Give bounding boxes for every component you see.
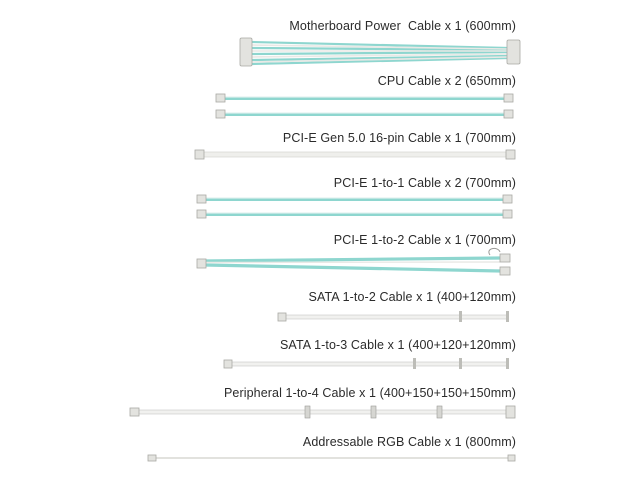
cable-pcie-1to2 [197,248,510,275]
connector-peripheral-molex-1 [305,406,310,418]
cable-peripheral-1to4 [130,406,515,418]
connector-pcie-1to1-2a [197,210,206,218]
connector-pcie-1to2-gpu-a [500,254,510,262]
cable-label-sata-1to2: SATA 1-to-2 Cable x 1 (400+120mm) [308,290,516,304]
connector-argb-b [508,455,515,461]
connector-sata-1to2-drive-2 [506,311,509,322]
cable-cpu [216,94,513,118]
cable-sata-1to3-sleeve [231,362,507,366]
connector-pcie-gen5-b [506,150,515,159]
cable-pcie-1to1-highlight-2 [205,212,504,214]
connector-pcie-1to2-gpu-b [500,267,510,275]
cable-pcie-gen5 [195,150,515,159]
cable-pcie-1to1-highlight-1 [205,197,504,199]
cable-argb [148,455,515,461]
cable-label-motherboard: Motherboard Power Cable x 1 (600mm) [289,19,516,33]
connector-pcie-1to1-2b [503,210,512,218]
connector-cpu-1b [504,94,513,102]
connector-sata-1to2-drive-1 [459,311,462,322]
connector-peripheral-molex-3 [437,406,442,418]
connector-sata-1to3-drive-3 [506,358,509,369]
connector-sata-1to3-drive-2 [459,358,462,369]
connector-pcie-1to2-psu [197,259,206,268]
cable-cpu-highlight-1 [224,96,506,98]
cable-pcie-1to2-wires [205,258,500,271]
cable-label-sata-1to3: SATA 1-to-3 Cable x 1 (400+120+120mm) [280,338,516,352]
cable-sata-1to3 [224,358,509,369]
connector-pcie-1to1-1a [197,195,206,203]
cable-peripheral-sleeve [138,410,506,414]
cable-motherboard-power [240,38,520,66]
cable-label-pcie-1to1: PCI-E 1-to-1 Cable x 2 (700mm) [333,176,516,190]
connector-sata-1to3-drive-1 [413,358,416,369]
connector-peripheral-molex-4 [506,406,515,418]
cable-label-argb: Addressable RGB Cable x 1 (800mm) [302,435,516,449]
cable-cpu-highlight-2 [224,112,506,114]
connector-motherboard-board [507,40,520,64]
cable-sata-1to2 [278,311,509,322]
connector-sata-1to3-psu [224,360,232,368]
connector-pcie-gen5-a [195,150,204,159]
cable-pcie-1to1 [197,195,512,218]
connector-sata-1to2-psu [278,313,286,321]
connector-peripheral-molex-2 [371,406,376,418]
connector-cpu-1a [216,94,225,102]
cable-pcie-1to2-pigtail [489,248,500,255]
connector-pcie-1to1-1b [503,195,512,203]
cable-label-pcie-1to2: PCI-E 1-to-2 Cable x 1 (700mm) [333,233,516,247]
connector-cpu-2a [216,110,225,118]
cable-label-cpu: CPU Cable x 2 (650mm) [377,74,516,88]
cable-label-pcie-gen5: PCI-E Gen 5.0 16-pin Cable x 1 (700mm) [282,131,516,145]
connector-argb-a [148,455,156,461]
cable-label-peripheral-1to4: Peripheral 1-to-4 Cable x 1 (400+150+150+150mm) [223,386,516,400]
connector-cpu-2b [504,110,513,118]
connector-motherboard-psu [240,38,252,66]
cable-pcie-gen5-sleeve [203,152,507,157]
cable-pcie-1to2-wires-alt [205,262,500,263]
connector-peripheral-psu [130,408,139,416]
cable-sata-1to2-sleeve [285,315,507,319]
